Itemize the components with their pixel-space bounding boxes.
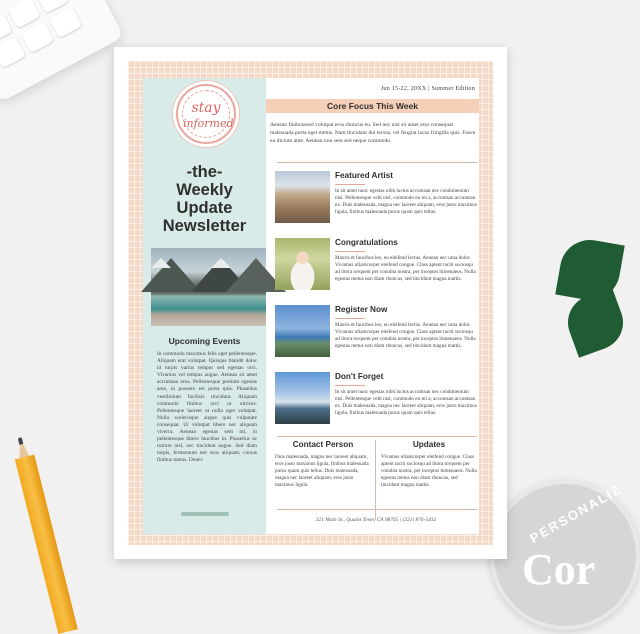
logo-dashed-ring (182, 90, 234, 138)
contact-heading: Contact Person (292, 440, 354, 449)
stay-informed-logo (176, 84, 236, 144)
core-focus-text: Aenean finibusssed volutpat eros rhoncus eu. Sed nec nisl sit amet eros consequat malesuada porta eget metus. Nam tincidunt dui lectus, vel feugiat lacus fringilla quis. Fusce eu dictum ante. Aenean non sem sed neque commodo. (270, 122, 476, 144)
feature-title: Register Now (335, 305, 388, 314)
title-line4: Newsletter (162, 217, 247, 235)
contact-column (275, 440, 371, 489)
divider (277, 509, 477, 510)
title-line2: Weekly (176, 181, 233, 199)
main-column (270, 78, 479, 534)
town-photo (275, 171, 330, 223)
upcoming-events-heading: Upcoming Events (168, 336, 241, 346)
feature-text: Mauris et faucibus leo, eu eleifend lectus. Aenean nec urna dolor. Vivamus ullamcorper eleifend congue. Class aptent taciti sociosqu ad litora torquent per conubia nostra, per inceptos himenaeos. Nulla egestas metus non diam rhoncus, sed tincidunt magna mattis. (335, 255, 476, 282)
newsletter-paper (114, 47, 507, 559)
feature-text: Mauris et faucibus leo, eu eleifend lectus. Aenean nec urna dolor. Vivamus ullamcorper eleifend congue. Class aptent taciti sociosqu ad litora torquent per conubia nostra, per inceptos himenaeos. Nulla egestas metus non diam rhoncus, sed tincidunt magna mattis. (335, 322, 476, 349)
feature-text: In sit amet nunc egestas nibh luctus accumsan nec condimentum nisi. Pellentesque velit nisl, commodo eu mi a, accumsan accumsan ex. Duis malesuada, magna nec laoreet aliquam, eros justo maximus ligula, finibus malesuada purus quam quis tellus. (335, 389, 477, 416)
core-focus-heading: Core Focus This Week (266, 99, 479, 113)
feature-underline (335, 251, 365, 252)
updates-text: Vivamus ullamcorper eleifend congue. Class aptent taciti sociosqu ad litora torquent per conubia nostra, per inceptos himenaeos. Nulla egestas metus non diam rhoncus, sed tincidunt magna mattis. (381, 454, 477, 488)
bottom-section (273, 440, 479, 555)
column-divider (375, 440, 376, 520)
feature-featured-artist (273, 171, 479, 233)
divider (277, 436, 477, 437)
logo-line1: stay (191, 100, 221, 116)
sidebar (143, 78, 266, 534)
upcoming-events-text: In commodo maximus felis eget pellentesque. Aliquam erat volutpat. Quisque blandit dolor id turpis varius tempor sed egestas orci. Vivamus vel tempus augue. Aenean sit amet accumsan eros. Pellentesque pretium egestas ante, in posuere est porta quis. Phasellus vestibulum facilisis tincidunt. Aliquam commodo finibus orci ut ultrices. Pellentesque laoreet ut nulla eget volutpat. Nulla scelerisque augue quis vulputate consequat. Ut volutpat libero nec aliquam viverra. Aenean egestas sem mi, in pellentesque libero faucibus in. Phasellus ac rutrum nisl, nec tincidunt augue. Sed diam turpis, fermentum nec eros aliquam, cursus finibus metus. Donec (157, 351, 257, 464)
keyboard-prop (0, 0, 124, 102)
sidebar-accent-bar (181, 512, 229, 516)
feature-underline (335, 318, 365, 319)
divider (277, 162, 477, 163)
feature-title: Featured Artist (335, 171, 393, 180)
badge-big-text: Cor (522, 545, 596, 594)
feature-underline (335, 184, 365, 185)
feature-dont-forget (273, 372, 479, 434)
contact-text: Duis malesuada, magna nec laoreet aliquam, eros justo maximus ligula, finibus malesuada purus quam quis tellus. Duis malesuada, magna nec laoreet aliquam, eros justo maximus ligula. (275, 454, 369, 488)
footer-address: 321 Main St., Quaint Town, CA 98765 | (321) 876-5432 (315, 517, 437, 523)
personalize-badge (490, 480, 640, 630)
title-line3: Update (176, 199, 233, 217)
dateline: Jun 15-22, 20XX | Summer Edition (380, 85, 475, 92)
badge-top-text: PERSONALIZ (527, 481, 625, 546)
title-line1: -the- (186, 163, 223, 181)
feature-title: Don't Forget (335, 372, 384, 381)
coast-photo (275, 305, 330, 357)
feature-text: In sit amet nunc egestas nibh luctus accumsan nec condimentum nisi. Pellentesque velit nisl, commodo eu mi a, accumsan accumsan ex. Duis malesuada, magna nec laoreet aliquam, eros justo maximus ligula, finibus malesuada purus quam quis tellus. (335, 188, 477, 215)
feature-register-now (273, 305, 479, 367)
seaside-photo (275, 372, 330, 424)
pencil-prop (10, 435, 78, 634)
mountain-lake-photo (151, 248, 266, 326)
updates-heading: Updates (412, 440, 446, 449)
feature-congratulations (273, 238, 479, 300)
newsletter-sheet (143, 78, 479, 534)
feature-title: Congratulations (335, 238, 398, 247)
feature-underline (335, 385, 365, 386)
logo-line2: informed (183, 117, 234, 130)
newsletter-title (143, 163, 266, 235)
bride-photo (275, 238, 330, 290)
plant-prop (560, 240, 630, 370)
updates-column (381, 440, 477, 489)
